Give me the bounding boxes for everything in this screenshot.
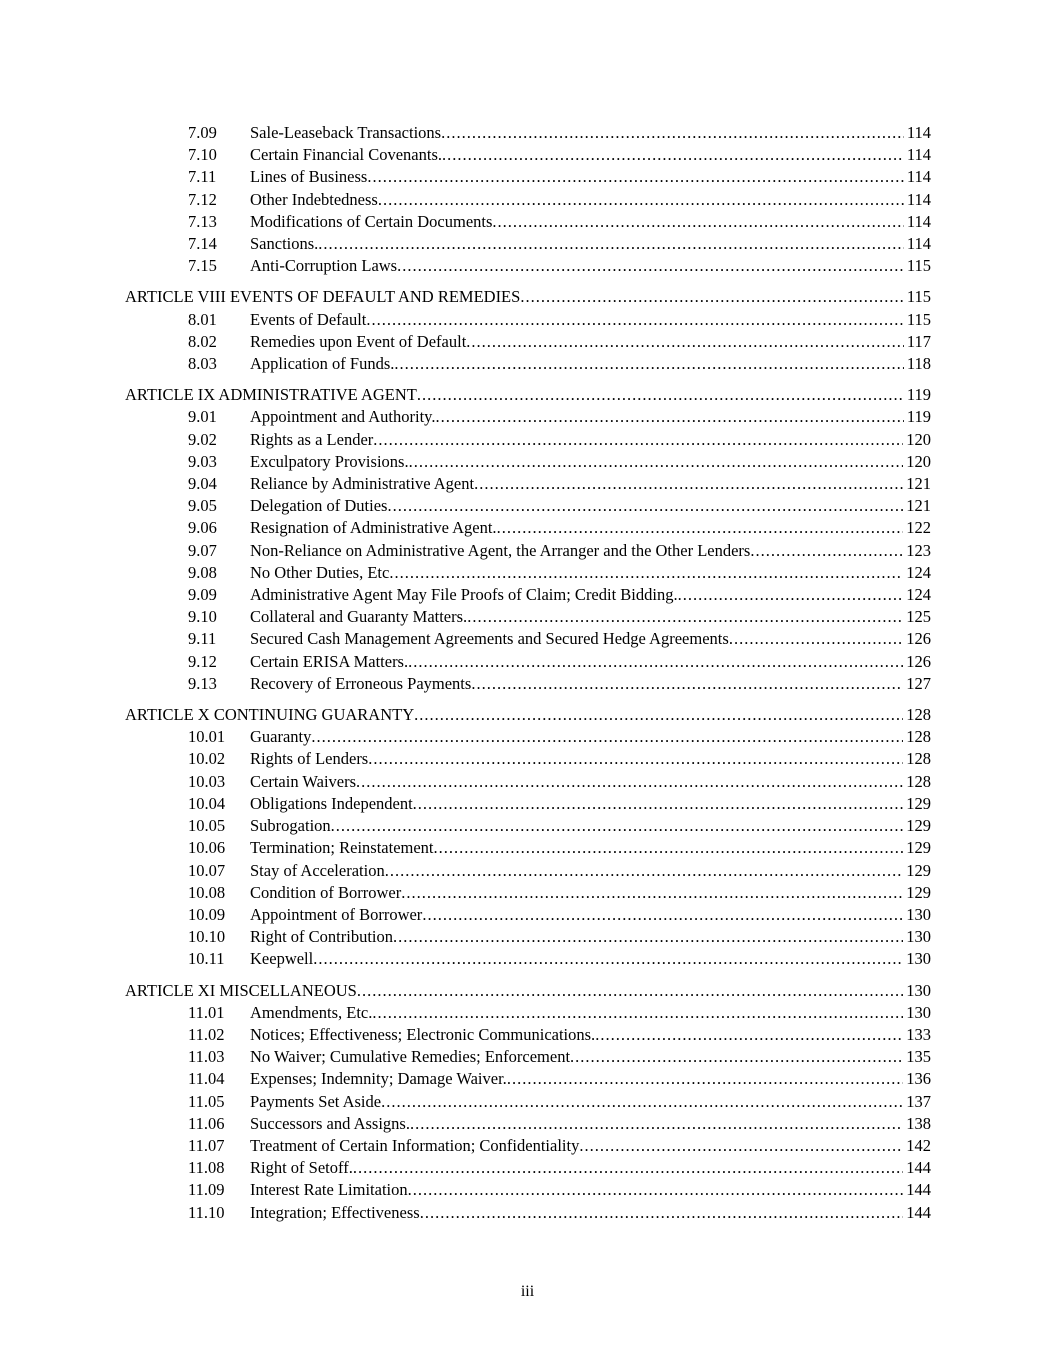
toc-entry-title: Remedies upon Event of Default <box>250 331 467 351</box>
toc-entry-page: 127 <box>906 673 931 693</box>
page-footer <box>0 1283 1055 1301</box>
toc-entry <box>125 793 931 815</box>
toc-entry-page: 129 <box>906 816 931 836</box>
toc-entry <box>125 122 931 144</box>
toc-entry-number: 10.04 <box>188 793 226 813</box>
toc-entry <box>125 540 931 562</box>
toc-entry-number: 7.15 <box>188 256 217 276</box>
toc-entry-title: Keepwell <box>250 949 314 969</box>
toc-entry-page: 121 <box>906 474 931 494</box>
toc-leader-dots <box>397 255 904 277</box>
toc-leader-dots <box>313 948 903 970</box>
toc-entry-title: Exculpatory Provisions. <box>250 451 409 471</box>
toc-entry <box>125 473 931 495</box>
toc-entry-page: 117 <box>906 331 931 351</box>
toc-leader-dots <box>422 904 903 926</box>
toc-entry-number: 7.11 <box>188 167 217 187</box>
toc-entry-number: 11.08 <box>188 1158 225 1178</box>
toc-entry-title: No Waiver; Cumulative Remedies; Enforcement <box>250 1047 571 1067</box>
toc-leader-dots <box>378 189 904 211</box>
toc-entry <box>125 211 931 233</box>
toc-entry <box>125 429 931 451</box>
toc-entry-number: 8.01 <box>188 309 217 329</box>
toc-entry-page: 144 <box>906 1158 931 1178</box>
toc-entry-page: 124 <box>906 562 931 582</box>
toc-entry-title: Right of Contribution <box>250 927 394 947</box>
toc-entry-number: 7.10 <box>188 145 217 165</box>
toc-entry-title: Notices; Effectiveness; Electronic Communications. <box>250 1024 596 1044</box>
footer-page-number: iii <box>520 1283 535 1300</box>
toc-entry-page: 114 <box>906 189 931 209</box>
toc-leader-dots <box>353 1157 903 1179</box>
toc-entry-number: 7.14 <box>188 234 217 254</box>
toc-entry-title: Lines of Business <box>250 167 368 187</box>
toc-entry-number: 11.05 <box>188 1091 225 1111</box>
toc-entry-title: Payments Set Aside <box>250 1091 382 1111</box>
toc-entry <box>125 384 931 406</box>
toc-entry-page: 129 <box>906 882 931 902</box>
toc-entry-page: 128 <box>906 727 931 747</box>
toc-entry-title: ARTICLE X CONTINUING GUARANTY <box>125 705 415 725</box>
toc-entry-title: Rights of Lenders <box>250 749 369 769</box>
toc-entry <box>125 1113 931 1135</box>
toc-leader-dots <box>492 211 903 233</box>
toc-leader-dots <box>357 980 903 1002</box>
toc-entry <box>125 517 931 539</box>
toc-entry-page: 130 <box>906 980 931 1000</box>
toc-entry <box>125 309 931 331</box>
toc-entry-number: 11.02 <box>188 1024 225 1044</box>
toc-entry-page: 142 <box>906 1135 931 1155</box>
toc-entry-page: 126 <box>906 629 931 649</box>
toc-entry-title: Administrative Agent May File Proofs of Claim; Credit Bidding. <box>250 585 678 605</box>
toc-entry-number: 9.03 <box>188 451 217 471</box>
toc-entry-number: 10.01 <box>188 727 226 747</box>
toc-entry-title: Successors and Assigns. <box>250 1113 410 1133</box>
toc-entry-page: 144 <box>906 1180 931 1200</box>
toc-leader-dots <box>385 860 904 882</box>
toc-entry <box>125 1179 931 1201</box>
toc-entry <box>125 584 931 606</box>
toc-leader-dots <box>435 406 903 428</box>
toc-leader-dots <box>368 748 903 770</box>
toc-entry <box>125 726 931 748</box>
toc-entry-title: Resignation of Administrative Agent. <box>250 518 497 538</box>
toc-entry-number: 9.02 <box>188 429 217 449</box>
toc-entry <box>125 837 931 859</box>
toc-leader-dots <box>409 451 904 473</box>
toc-entry-number: 10.03 <box>188 771 226 791</box>
toc-entry-number: 11.10 <box>188 1202 225 1222</box>
toc-leader-dots <box>318 233 904 255</box>
toc-leader-dots <box>381 1091 903 1113</box>
toc-entry-title: Other Indebtedness <box>250 189 378 209</box>
toc-entry-title: Application of Funds. <box>250 354 395 374</box>
toc-entry <box>125 1157 931 1179</box>
toc-entry <box>125 704 931 726</box>
toc-leader-dots <box>507 1068 903 1090</box>
toc-entry-page: 123 <box>906 540 931 560</box>
toc-entry-page: 128 <box>906 771 931 791</box>
toc-entry-title: Obligations Independent <box>250 793 413 813</box>
toc-leader-dots <box>520 286 904 308</box>
toc-entry-number: 11.06 <box>188 1113 225 1133</box>
toc-leader-dots <box>410 1113 903 1135</box>
toc-entry <box>125 815 931 837</box>
toc-entry <box>125 189 931 211</box>
toc-entry-title: Rights as a Lender <box>250 429 374 449</box>
toc-leader-dots <box>366 309 903 331</box>
toc-entry-page: 138 <box>906 1113 931 1133</box>
toc-entry <box>125 233 931 255</box>
toc-entry <box>125 166 931 188</box>
toc-leader-dots <box>408 1179 904 1201</box>
toc-entry-number: 11.04 <box>188 1069 225 1089</box>
toc-entry-title: Appointment and Authority. <box>250 407 436 427</box>
toc-leader-dots <box>570 1046 903 1068</box>
toc-leader-dots <box>595 1024 903 1046</box>
toc-entry-page: 114 <box>906 234 931 254</box>
toc-entry-title: Anti-Corruption Laws <box>250 256 398 276</box>
toc-leader-dots <box>420 1202 904 1224</box>
toc-entry-number: 10.07 <box>188 860 226 880</box>
toc-entry-page: 136 <box>906 1069 931 1089</box>
toc-entry-page: 130 <box>906 904 931 924</box>
toc-leader-dots <box>442 144 904 166</box>
toc-entry <box>125 495 931 517</box>
toc-entry-number: 10.02 <box>188 749 226 769</box>
toc-entry-title: Modifications of Certain Documents <box>250 211 493 231</box>
toc-entry-number: 9.06 <box>188 518 217 538</box>
toc-leader-dots <box>367 166 904 188</box>
toc-entry-title: Appointment of Borrower <box>250 904 423 924</box>
toc-entry-page: 129 <box>906 838 931 858</box>
toc-entry-title: Expenses; Indemnity; Damage Waiver. <box>250 1069 507 1089</box>
toc-entry-page: 115 <box>906 256 931 276</box>
toc-leader-dots <box>387 495 903 517</box>
toc-entry-page: 114 <box>906 145 931 165</box>
toc-entry-page: 121 <box>906 496 931 516</box>
toc-entry-title: Events of Default <box>250 309 367 329</box>
toc-leader-dots <box>471 673 903 695</box>
toc-entry-page: 130 <box>906 927 931 947</box>
toc-entry <box>125 255 931 277</box>
toc-entry <box>125 1135 931 1157</box>
toc-entry-number: 7.12 <box>188 189 217 209</box>
toc-entry-number: 8.02 <box>188 331 217 351</box>
toc-entry-page: 120 <box>906 451 931 471</box>
toc-entry-page: 126 <box>906 651 931 671</box>
toc-entry <box>125 1202 931 1224</box>
toc-entry-number: 10.11 <box>188 949 225 969</box>
toc-entry-title: No Other Duties, Etc <box>250 562 390 582</box>
toc-entry-title: Recovery of Erroneous Payments <box>250 673 472 693</box>
toc-entry-number: 10.05 <box>188 816 226 836</box>
toc-entry-number: 10.06 <box>188 838 226 858</box>
toc-leader-dots <box>389 562 903 584</box>
toc-entry-page: 115 <box>906 309 931 329</box>
toc-entry-page: 122 <box>906 518 931 538</box>
toc-entry <box>125 628 931 650</box>
toc-entry-page: 118 <box>906 354 931 374</box>
toc-entry-number: 8.03 <box>188 354 217 374</box>
toc-leader-dots <box>413 793 904 815</box>
toc-entry-title: ARTICLE XI MISCELLANEOUS <box>125 980 357 1000</box>
toc-entry-number: 11.07 <box>188 1135 225 1155</box>
toc-entry-page: 135 <box>906 1047 931 1067</box>
toc-entry-page: 114 <box>906 123 931 142</box>
toc-entry-page: 119 <box>906 385 931 405</box>
toc-entry-number: 9.11 <box>188 629 217 649</box>
toc-entry-page: 114 <box>906 167 931 187</box>
toc-entry <box>125 948 931 970</box>
toc-entry-number: 9.08 <box>188 562 217 582</box>
toc-entry-page: 137 <box>906 1091 931 1111</box>
toc-leader-dots <box>434 837 904 859</box>
toc-entry-title: Certain ERISA Matters. <box>250 651 409 671</box>
toc-entry <box>125 144 931 166</box>
toc-leader-dots <box>372 1002 903 1024</box>
toc-entry <box>125 1024 931 1046</box>
toc-entry <box>125 771 931 793</box>
toc-entry <box>125 748 931 770</box>
toc-entry <box>125 606 931 628</box>
toc-entry <box>125 1091 931 1113</box>
toc-entry-number: 7.09 <box>188 123 217 142</box>
toc-entry-number: 11.09 <box>188 1180 225 1200</box>
toc-entry-title: Treatment of Certain Information; Confidentiality <box>250 1135 580 1155</box>
toc-entry-title: Amendments, Etc. <box>250 1002 373 1022</box>
toc-entry <box>125 353 931 375</box>
toc-entry-title: Integration; Effectiveness <box>250 1202 420 1222</box>
toc-entry-title: Guaranty <box>250 727 312 747</box>
toc-entry-title: Sale-Leaseback Transactions <box>250 123 442 142</box>
toc-entry <box>125 926 931 948</box>
toc-leader-dots <box>417 384 904 406</box>
toc-entry-title: Non-Reliance on Administrative Agent, the Arranger and the Other Lenders <box>250 540 751 560</box>
toc-entry-number: 9.09 <box>188 585 217 605</box>
toc-entry-title: Certain Waivers <box>250 771 357 791</box>
toc-entry <box>125 406 931 428</box>
toc-entry-page: 144 <box>906 1202 931 1222</box>
toc-entry <box>125 882 931 904</box>
toc-entry-number: 9.12 <box>188 651 217 671</box>
toc-entry-number: 9.01 <box>188 407 217 427</box>
toc-leader-dots <box>441 122 904 144</box>
toc-entry-title: Reliance by Administrative Agent <box>250 474 475 494</box>
toc-entry-title: Termination; Reinstatement <box>250 838 434 858</box>
toc-entry <box>125 673 931 695</box>
toc-entry-title: Right of Setoff. <box>250 1158 353 1178</box>
toc-leader-dots <box>466 331 904 353</box>
toc-entry <box>125 1046 931 1068</box>
toc-entry-number: 11.01 <box>188 1002 225 1022</box>
toc-entry <box>125 980 931 1002</box>
toc-entry-title: Stay of Acceleration <box>250 860 385 880</box>
toc-entry-page: 128 <box>906 705 931 725</box>
toc-entry-title: Interest Rate Limitation <box>250 1180 408 1200</box>
toc-leader-dots <box>356 771 903 793</box>
toc-entry-title: Delegation of Duties <box>250 496 388 516</box>
toc-leader-dots <box>497 517 904 539</box>
toc-leader-dots <box>394 353 903 375</box>
toc-leader-dots <box>750 540 903 562</box>
toc-leader-dots <box>467 606 903 628</box>
toc-entry-title: ARTICLE VIII EVENTS OF DEFAULT AND REMEDIES <box>125 287 521 307</box>
toc-entry-number: 11.03 <box>188 1047 225 1067</box>
toc-entry-page: 114 <box>906 211 931 231</box>
toc-entry <box>125 331 931 353</box>
toc-entry <box>125 562 931 584</box>
toc-entry-page: 115 <box>906 287 931 307</box>
toc-entry-number: 9.04 <box>188 474 217 494</box>
toc-entry-number: 9.05 <box>188 496 217 516</box>
toc-leader-dots <box>331 815 904 837</box>
toc-entry-page: 128 <box>906 749 931 769</box>
toc-entry-title: Collateral and Guaranty Matters. <box>250 607 468 627</box>
toc-entry-page: 120 <box>906 429 931 449</box>
toc-entry-title: Secured Cash Management Agreements and Secured Hedge Agreements <box>250 629 729 649</box>
toc-entry-page: 125 <box>906 607 931 627</box>
toc-entry <box>125 1068 931 1090</box>
toc-entry-page: 130 <box>906 949 931 969</box>
toc-leader-dots <box>408 651 903 673</box>
toc-entry-number: 7.13 <box>188 211 217 231</box>
toc-entry <box>125 286 931 308</box>
toc-entry-number: 9.10 <box>188 607 217 627</box>
toc-entry-number: 9.13 <box>188 673 217 693</box>
toc-list <box>125 122 931 1224</box>
toc-leader-dots <box>393 926 903 948</box>
toc-leader-dots <box>474 473 903 495</box>
toc-entry-title: Sanctions. <box>250 234 319 254</box>
toc-entry <box>125 451 931 473</box>
toc-entry-title: Certain Financial Covenants. <box>250 145 442 165</box>
toc-entry-page: 129 <box>906 860 931 880</box>
toc-entry-number: 10.08 <box>188 882 226 902</box>
toc-entry-title: Subrogation <box>250 816 331 836</box>
toc-leader-dots <box>729 628 903 650</box>
toc-leader-dots <box>373 429 903 451</box>
toc-entry-page: 129 <box>906 793 931 813</box>
toc-entry-number: 10.09 <box>188 904 226 924</box>
toc-leader-dots <box>678 584 904 606</box>
toc-leader-dots <box>401 882 903 904</box>
toc-leader-dots <box>579 1135 903 1157</box>
toc-entry-number: 9.07 <box>188 540 217 560</box>
toc-entry-title: ARTICLE IX ADMINISTRATIVE AGENT <box>125 385 417 405</box>
toc-entry-page: 133 <box>906 1024 931 1044</box>
toc-leader-dots <box>414 704 903 726</box>
toc-entry-page: 119 <box>906 407 931 427</box>
toc-entry <box>125 860 931 882</box>
toc-entry <box>125 651 931 673</box>
toc-leader-dots <box>311 726 903 748</box>
toc-entry-title: Condition of Borrower <box>250 882 402 902</box>
toc-entry <box>125 1002 931 1024</box>
toc-entry-page: 124 <box>906 585 931 605</box>
toc-entry-page: 130 <box>906 1002 931 1022</box>
toc-entry <box>125 904 931 926</box>
toc-entry-number: 10.10 <box>188 927 226 947</box>
